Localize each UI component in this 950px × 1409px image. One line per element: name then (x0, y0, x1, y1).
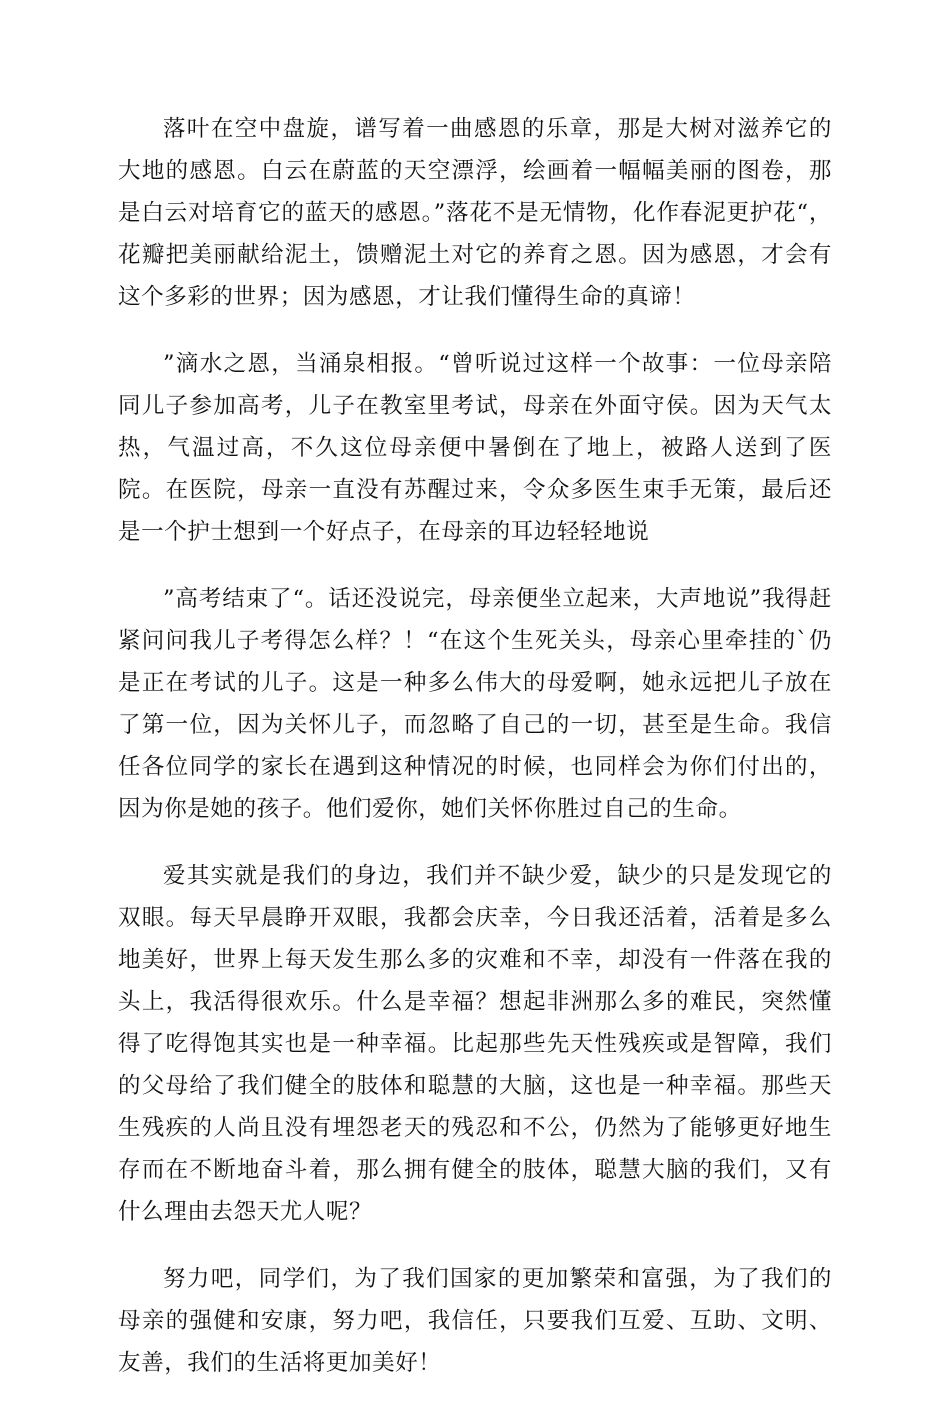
paragraph-2: ”滴水之恩，当涌泉相报。“曾听说过这样一个故事：一位母亲陪同儿子参加高考，儿子在教室里考试，母亲在外面守侯。因为天气太热，气温过高，不久这位母亲便中暑倒在了地上，被路人送到了医院。在医院，母亲一直没有苏醒过来，令众多医生束手无策，最后还是一个护士想到一个好点子，在母亲的耳边轻轻地说 (118, 351, 832, 545)
document-body (118, 108, 832, 1409)
paragraph-4: 爱其实就是我们的身边，我们并不缺少爱，缺少的只是发现它的双眼。每天早晨睁开双眼，我都会庆幸，今日我还活着，活着是多么地美好，世界上每天发生那么多的灾难和不幸，却没有一件落在我的头上，我活得很欢乐。什么是幸福？想起非洲那么多的难民，突然懂得了吃得饱其实也是一种幸福。比起那些先天性残疾或是智障，我们的父母给了我们健全的肢体和聪慧的大脑，这也是一种幸福。那些天生残疾的人尚且没有埋怨老天的残忍和不公，仍然为了能够更好地生存而在不断地奋斗着，那么拥有健全的肢体，聪慧大脑的我们，又有什么理由去怨天尤人呢？ (118, 863, 832, 1225)
paragraph-3: ”高考结束了“。话还没说完，母亲便坐立起来，大声地说”我得赶紧问问我儿子考得怎么样？！“在这个生死关头，母亲心里牵挂的`仍是正在考试的儿子。这是一种多么伟大的母爱啊，她永远把儿子放在了第一位，因为关怀儿子，而忽略了自己的一切，甚至是生命。我信任各位同学的家长在遇到这种情况的时候，也同样会为你们付出的，因为你是她的孩子。他们爱你，她们关怀你胜过自己的生命。 (118, 586, 832, 822)
paragraph-1: 落叶在空中盘旋，谱写着一曲感恩的乐章，那是大树对滋养它的大地的感恩。白云在蔚蓝的天空漂浮，绘画着一幅幅美丽的图卷，那是白云对培育它的蓝天的感恩。”落花不是无情物，化作春泥更护花“，花瓣把美丽献给泥土，馈赠泥土对它的养育之恩。因为感恩，才会有这个多彩的世界；因为感恩，才让我们懂得生命的真谛！ (118, 116, 832, 310)
paragraph-5: 努力吧，同学们，为了我们国家的更加繁荣和富强，为了我们的母亲的强健和安康，努力吧，我信任，只要我们互爱、互助、文明、友善，我们的生活将更加美好！ (118, 1266, 832, 1376)
